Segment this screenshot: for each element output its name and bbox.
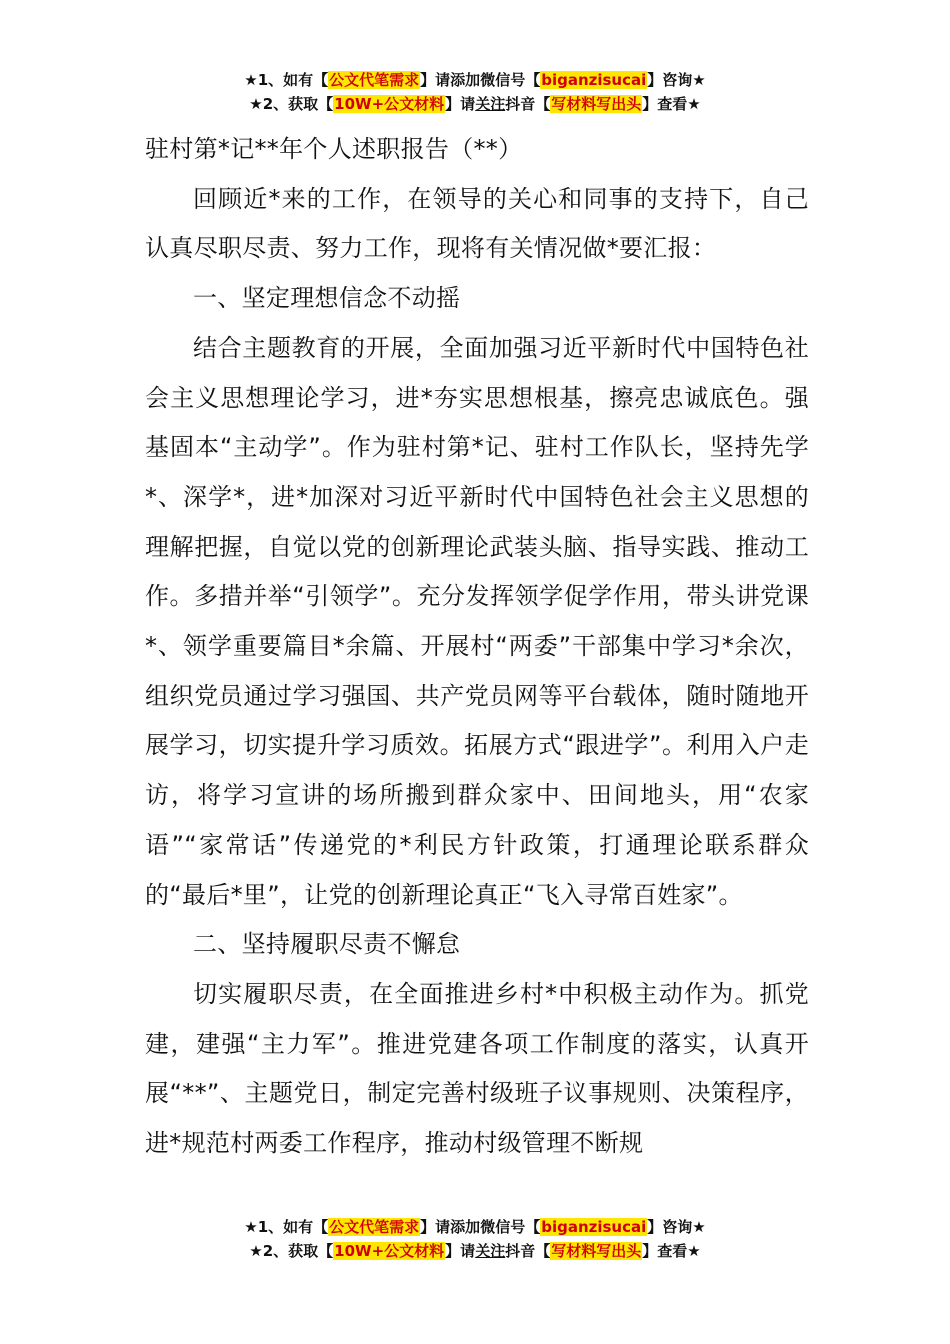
highlight-douyin-account: 写材料写出头	[551, 95, 642, 113]
star-icon: ★	[687, 1242, 701, 1260]
star-icon: ★	[692, 71, 706, 89]
promo-line-2: ★2、获取【10W+公文材料】请关注抖音【写材料写出头】查看★	[249, 95, 701, 113]
star-icon: ★	[244, 71, 258, 89]
highlight-wechat-id: biganzisucai	[541, 1218, 647, 1236]
highlight-materials: 10W+公文材料	[334, 1242, 445, 1260]
highlight-materials: 10W+公文材料	[334, 95, 445, 113]
highlight-douyin-account: 写材料写出头	[551, 1242, 642, 1260]
star-icon: ★	[692, 1218, 706, 1236]
star-icon: ★	[244, 1218, 258, 1236]
promo-line-1: ★1、如有【公文代笔需求】请添加微信号【biganzisucai】咨询★	[244, 1218, 706, 1236]
document-body	[145, 125, 809, 1169]
highlight-service: 公文代笔需求	[329, 1218, 420, 1236]
star-icon: ★	[687, 95, 701, 113]
paragraph-section-1: 结合主题教育的开展，全面加强习近平新时代中国特色社会主义思想理论学习，进*夯实思想根基，擦亮忠诚底色。强基固本“主动学”。作为驻村第*记、驻村工作队长，坚持先学*、深学*，进*加深对习近平新时代中国特色社会主义思想的理解把握，自觉以党的创新理论武装头脑、指导实践、推动工作。多措并举“引领学”。充分发挥领学促学作用，带头讲党课*、领学重要篇目*余篇、开展村“两委”干部集中学习*余次，组织党员通过学习强国、共产党员网等平台载体，随时随地开展学习，切实提升学习质效。拓展方式“跟进学”。利用入户走访，将学习宣讲的场所搬到群众家中、田间地头，用“农家语”“家常话”传递党的*利民方针政策，打通理论联系群众的“最后*里”，让党的创新理论真正“飞入寻常百姓家”。	[145, 333, 809, 909]
section-heading-2: 二、坚持履职尽责不懈怠	[193, 930, 461, 959]
section-heading-1: 一、坚定理想信念不动摇	[193, 284, 461, 313]
document-title: 驻村第*记**年个人述职报告（**）	[145, 135, 523, 163]
star-icon: ★	[249, 95, 263, 113]
promo-line-1: ★1、如有【公文代笔需求】请添加微信号【biganzisucai】咨询★	[244, 71, 706, 89]
highlight-service: 公文代笔需求	[329, 71, 420, 89]
paragraph-section-2: 切实履职尽责，在全面推进乡村*中积极主动作为。抓党建，建强“主力军”。推进党建各项工作制度的落实，认真开展“**”、主题党日，制定完善村级班子议事规则、决策程序，进*规范村两委工作程序，推动村级管理不断规	[145, 979, 809, 1158]
promo-banner-top	[0, 68, 950, 116]
paragraph-intro: 回顾近*来的工作，在领导的关心和同事的支持下，自己认真尽职尽责、努力工作，现将有关情况做*要汇报：	[145, 184, 809, 263]
star-icon: ★	[249, 1242, 263, 1260]
promo-line-2: ★2、获取【10W+公文材料】请关注抖音【写材料写出头】查看★	[249, 1242, 701, 1260]
highlight-wechat-id: biganzisucai	[541, 71, 647, 89]
promo-banner-bottom	[0, 1215, 950, 1263]
